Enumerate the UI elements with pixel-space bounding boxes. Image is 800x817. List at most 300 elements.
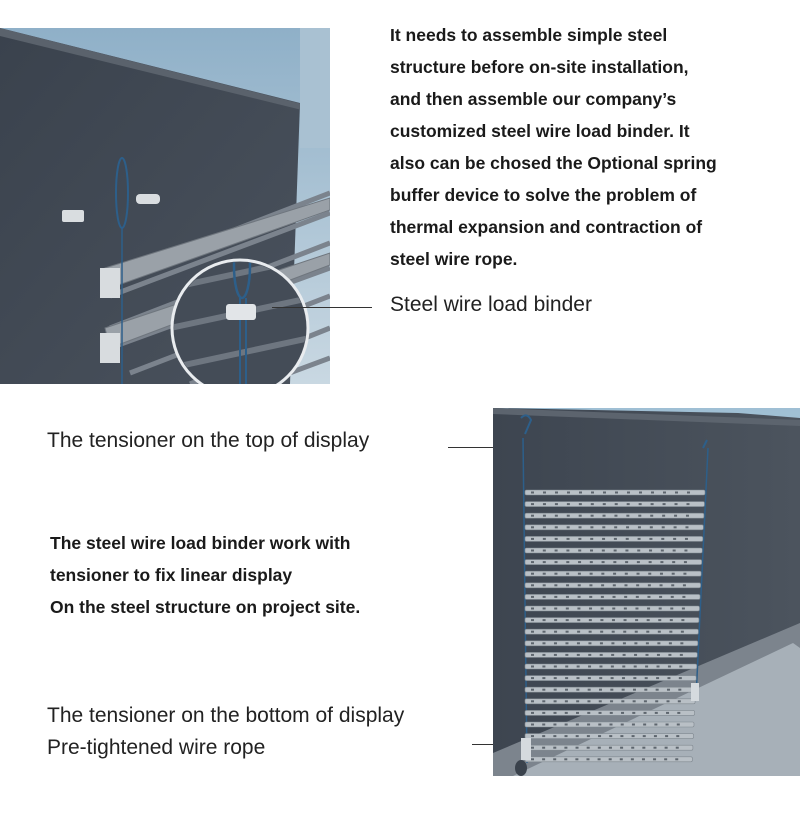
led-pixel (554, 666, 557, 668)
led-pixel (564, 747, 567, 749)
led-pixel (635, 608, 638, 610)
led-pixel (667, 700, 670, 702)
led-pixel (531, 584, 534, 586)
led-pixel (644, 700, 647, 702)
led-pixel (577, 608, 580, 610)
led-pixel (590, 573, 593, 575)
led-pixel (566, 596, 569, 598)
led-pixel (622, 666, 625, 668)
led-pixel (602, 561, 605, 563)
led-pixel (676, 735, 679, 737)
led-pixel (531, 538, 534, 540)
led-pixel (531, 700, 534, 702)
led-pixel (610, 712, 613, 714)
led-pixel (590, 526, 593, 528)
led-pixel (542, 724, 545, 726)
led-pixel (565, 689, 568, 691)
led-pixel (543, 608, 546, 610)
led-pixel (649, 561, 652, 563)
led-pixel (623, 631, 626, 633)
led-pixel (655, 700, 658, 702)
led-pixel (554, 619, 557, 621)
led-pixel (576, 689, 579, 691)
led-pixel (554, 712, 557, 714)
led-pixel (624, 619, 627, 621)
led-pixel (531, 561, 534, 563)
led-pixel (542, 747, 545, 749)
led-pixel (610, 689, 613, 691)
led-pixel (531, 654, 534, 656)
led-pixel (599, 712, 602, 714)
led-pixel (531, 596, 534, 598)
led-pixel (613, 561, 616, 563)
led-pixel (565, 642, 568, 644)
led-pixel (567, 526, 570, 528)
led-pixel (679, 677, 682, 679)
led-pixel (645, 666, 648, 668)
led-pixel (598, 735, 601, 737)
led-pixel (637, 573, 640, 575)
led-pixel (634, 654, 637, 656)
linear-display-bar (525, 583, 701, 588)
led-pixel (676, 747, 679, 749)
led-pixel (682, 596, 685, 598)
top-description-line: and then assemble our company’s (390, 89, 677, 109)
led-pixel (603, 492, 606, 494)
led-pixel (531, 677, 534, 679)
led-pixel (638, 538, 641, 540)
top-description-line: customized steel wire load binder. It (390, 121, 690, 141)
led-pixel (554, 642, 557, 644)
led-pixel (603, 503, 606, 505)
led-pixel (648, 573, 651, 575)
led-pixel (567, 515, 570, 517)
led-pixel (542, 700, 545, 702)
led-pixel (627, 503, 630, 505)
led-pixel (675, 492, 678, 494)
led-pixel (553, 735, 556, 737)
led-pixel (577, 619, 580, 621)
led-pixel (600, 642, 603, 644)
led-pixel (543, 503, 546, 505)
led-pixel (531, 758, 534, 760)
led-pixel (587, 700, 590, 702)
led-pixel (600, 654, 603, 656)
led-pixel (624, 584, 627, 586)
wire-rope-label: Pre-tightened wire rope (47, 736, 266, 759)
led-pixel (642, 747, 645, 749)
led-pixel (683, 584, 686, 586)
led-pixel (553, 758, 556, 760)
led-pixel (658, 631, 661, 633)
led-pixel (555, 492, 558, 494)
linear-display-bar (525, 641, 698, 646)
led-pixel (567, 503, 570, 505)
led-pixel (588, 654, 591, 656)
led-pixel (644, 689, 647, 691)
linear-display-illustration (493, 408, 800, 776)
led-pixel (543, 526, 546, 528)
led-pixel (636, 596, 639, 598)
led-pixel (565, 677, 568, 679)
led-pixel (565, 724, 568, 726)
linear-display-bar (525, 699, 695, 704)
led-pixel (626, 538, 629, 540)
led-pixel (675, 503, 678, 505)
led-pixel (680, 654, 683, 656)
led-pixel (660, 573, 663, 575)
led-pixel (579, 526, 582, 528)
led-pixel (531, 747, 534, 749)
led-pixel (656, 677, 659, 679)
led-pixel (531, 642, 534, 644)
bottom-tensioner-label: The tensioner on the bottom of display (47, 704, 405, 727)
led-pixel (542, 677, 545, 679)
top-description (390, 19, 790, 275)
led-pixel (554, 584, 557, 586)
led-pixel (671, 596, 674, 598)
linear-display-bar (525, 618, 699, 623)
led-pixel (669, 642, 672, 644)
led-pixel (613, 573, 616, 575)
led-pixel (577, 631, 580, 633)
led-pixel (554, 700, 557, 702)
led-pixel (591, 515, 594, 517)
linear-display-bar (525, 734, 693, 739)
led-pixel (677, 724, 680, 726)
led-pixel (566, 561, 569, 563)
led-pixel (531, 666, 534, 668)
led-pixel (542, 642, 545, 644)
led-pixel (590, 550, 593, 552)
led-pixel (553, 747, 556, 749)
led-pixel (679, 666, 682, 668)
steel-structure-render (0, 28, 330, 384)
linear-display-bar (525, 560, 702, 565)
led-pixel (625, 573, 628, 575)
led-pixel (542, 712, 545, 714)
led-pixel (667, 689, 670, 691)
led-pixel (599, 689, 602, 691)
led-pixel (587, 735, 590, 737)
bottom-description-line: On the steel structure on project site. (50, 597, 361, 617)
led-pixel (543, 561, 546, 563)
led-pixel (675, 758, 678, 760)
led-pixel (555, 550, 558, 552)
led-pixel (638, 515, 641, 517)
led-pixel (598, 747, 601, 749)
led-pixel (681, 619, 684, 621)
led-pixel (599, 666, 602, 668)
led-pixel (626, 526, 629, 528)
led-pixel (657, 654, 660, 656)
led-pixel (554, 608, 557, 610)
led-pixel (684, 561, 687, 563)
led-pixel (566, 584, 569, 586)
led-pixel (632, 712, 635, 714)
led-pixel (639, 503, 642, 505)
led-pixel (659, 596, 662, 598)
led-pixel (622, 677, 625, 679)
led-pixel (591, 492, 594, 494)
led-pixel (576, 677, 579, 679)
led-pixel (554, 596, 557, 598)
led-pixel (600, 619, 603, 621)
led-pixel (653, 758, 656, 760)
led-pixel (555, 561, 558, 563)
top-tensioner-label: The tensioner on the top of display (47, 429, 370, 452)
led-pixel (566, 550, 569, 552)
led-pixel (646, 631, 649, 633)
led-pixel (589, 631, 592, 633)
led-pixel (654, 724, 657, 726)
led-pixel (654, 735, 657, 737)
led-pixel (620, 735, 623, 737)
led-pixel (579, 492, 582, 494)
led-pixel (567, 492, 570, 494)
led-pixel (531, 712, 534, 714)
led-pixel (531, 573, 534, 575)
led-pixel (664, 758, 667, 760)
led-pixel (623, 642, 626, 644)
led-pixel (590, 561, 593, 563)
led-pixel (673, 538, 676, 540)
led-pixel (543, 596, 546, 598)
led-pixel (610, 700, 613, 702)
led-pixel (564, 758, 567, 760)
led-pixel (599, 677, 602, 679)
led-pixel (543, 573, 546, 575)
led-pixel (531, 526, 534, 528)
led-pixel (686, 503, 689, 505)
led-pixel (531, 631, 534, 633)
led-pixel (610, 724, 613, 726)
led-pixel (685, 526, 688, 528)
led-pixel (666, 712, 669, 714)
led-pixel (565, 654, 568, 656)
led-pixel (587, 747, 590, 749)
led-pixel (638, 526, 641, 528)
led-pixel (642, 758, 645, 760)
led-pixel (624, 608, 627, 610)
led-pixel (643, 724, 646, 726)
led-pixel (649, 538, 652, 540)
led-pixel (542, 666, 545, 668)
led-pixel (674, 515, 677, 517)
led-pixel (589, 608, 592, 610)
led-pixel (678, 689, 681, 691)
led-pixel (531, 689, 534, 691)
led-pixel (626, 515, 629, 517)
led-pixel (565, 700, 568, 702)
led-pixel (588, 642, 591, 644)
led-pixel (661, 550, 664, 552)
led-pixel (577, 666, 580, 668)
led-pixel (666, 724, 669, 726)
led-pixel (566, 573, 569, 575)
led-pixel (614, 538, 617, 540)
led-pixel (637, 550, 640, 552)
linear-display-bar (525, 502, 704, 507)
led-pixel (662, 515, 665, 517)
led-pixel (531, 735, 534, 737)
top-description-line: also can be chosed the Optional spring (390, 153, 717, 173)
linear-display-render (493, 408, 800, 776)
led-pixel (633, 689, 636, 691)
led-pixel (659, 608, 662, 610)
led-pixel (680, 642, 683, 644)
led-pixel (631, 747, 634, 749)
led-pixel (601, 608, 604, 610)
top-description-paragraph (390, 19, 790, 275)
led-pixel (663, 492, 666, 494)
led-pixel (650, 526, 653, 528)
led-pixel (637, 561, 640, 563)
led-pixel (624, 596, 627, 598)
led-pixel (635, 619, 638, 621)
load-binder-label: Steel wire load binder (390, 293, 592, 316)
led-pixel (602, 550, 605, 552)
led-pixel (599, 700, 602, 702)
led-pixel (686, 515, 689, 517)
led-pixel (671, 584, 674, 586)
led-pixel (633, 700, 636, 702)
led-pixel (576, 735, 579, 737)
led-pixel (658, 619, 661, 621)
bottom-description (50, 527, 470, 623)
led-pixel (669, 631, 672, 633)
led-pixel (531, 515, 534, 517)
led-pixel (655, 712, 658, 714)
led-pixel (554, 631, 557, 633)
led-pixel (645, 677, 648, 679)
led-pixel (614, 515, 617, 517)
led-pixel (565, 735, 568, 737)
led-pixel (651, 492, 654, 494)
led-pixel (554, 677, 557, 679)
led-pixel (665, 747, 668, 749)
led-pixel (576, 700, 579, 702)
led-pixel (632, 735, 635, 737)
led-pixel (566, 608, 569, 610)
led-pixel (646, 642, 649, 644)
led-pixel (623, 654, 626, 656)
led-pixel (672, 573, 675, 575)
led-pixel (613, 584, 616, 586)
led-pixel (576, 747, 579, 749)
led-pixel (627, 492, 630, 494)
led-pixel (647, 596, 650, 598)
led-pixel (612, 619, 615, 621)
led-pixel (677, 712, 680, 714)
led-pixel (578, 561, 581, 563)
led-pixel (575, 758, 578, 760)
led-pixel (685, 538, 688, 540)
led-pixel (644, 712, 647, 714)
led-pixel (543, 515, 546, 517)
led-pixel (543, 584, 546, 586)
led-pixel (588, 677, 591, 679)
led-pixel (611, 666, 614, 668)
led-pixel (542, 735, 545, 737)
led-pixel (566, 631, 569, 633)
top-description-line: structure before on-site installation, (390, 57, 689, 77)
led-pixel (646, 654, 649, 656)
led-pixel (615, 503, 618, 505)
led-pixel (657, 666, 660, 668)
led-pixel (578, 584, 581, 586)
led-pixel (687, 492, 690, 494)
led-pixel (543, 619, 546, 621)
led-pixel (542, 654, 545, 656)
led-pixel (649, 550, 652, 552)
led-pixel (567, 538, 570, 540)
bottom-description-line: tensioner to fix linear display (50, 565, 293, 585)
top-description-line: It needs to assemble simple steel (390, 25, 668, 45)
led-pixel (651, 503, 654, 505)
led-pixel (543, 631, 546, 633)
led-pixel (555, 538, 558, 540)
led-pixel (661, 538, 664, 540)
led-pixel (553, 724, 556, 726)
led-pixel (598, 758, 601, 760)
led-pixel (601, 573, 604, 575)
led-pixel (578, 538, 581, 540)
led-pixel (674, 526, 677, 528)
led-pixel (555, 526, 558, 528)
led-pixel (634, 642, 637, 644)
bottom-description-line: The steel wire load binder work with (50, 533, 351, 553)
led-pixel (670, 608, 673, 610)
led-pixel (609, 747, 612, 749)
led-pixel (622, 689, 625, 691)
load-binder-leader-line (272, 307, 372, 308)
top-description-line: buffer device to solve the problem of (390, 185, 697, 205)
led-pixel (611, 677, 614, 679)
led-pixel (590, 538, 593, 540)
bottom-description-paragraph (50, 527, 470, 623)
led-pixel (647, 619, 650, 621)
led-pixel (587, 724, 590, 726)
led-pixel (621, 712, 624, 714)
led-pixel (631, 758, 634, 760)
led-pixel (639, 492, 642, 494)
led-pixel (531, 492, 534, 494)
led-pixel (554, 654, 557, 656)
led-pixel (566, 619, 569, 621)
led-pixel (683, 573, 686, 575)
led-pixel (612, 608, 615, 610)
led-pixel (633, 677, 636, 679)
led-pixel (577, 642, 580, 644)
led-pixel (634, 666, 637, 668)
led-pixel (577, 654, 580, 656)
led-pixel (662, 526, 665, 528)
led-pixel (565, 666, 568, 668)
led-pixel (543, 538, 546, 540)
led-pixel (673, 550, 676, 552)
led-pixel (589, 619, 592, 621)
top-description-line: steel wire rope. (390, 249, 518, 269)
led-pixel (586, 758, 589, 760)
led-pixel (682, 608, 685, 610)
linear-display-bar (525, 757, 692, 762)
led-pixel (678, 700, 681, 702)
led-pixel (612, 631, 615, 633)
led-pixel (554, 689, 557, 691)
led-pixel (602, 538, 605, 540)
led-pixel (667, 677, 670, 679)
